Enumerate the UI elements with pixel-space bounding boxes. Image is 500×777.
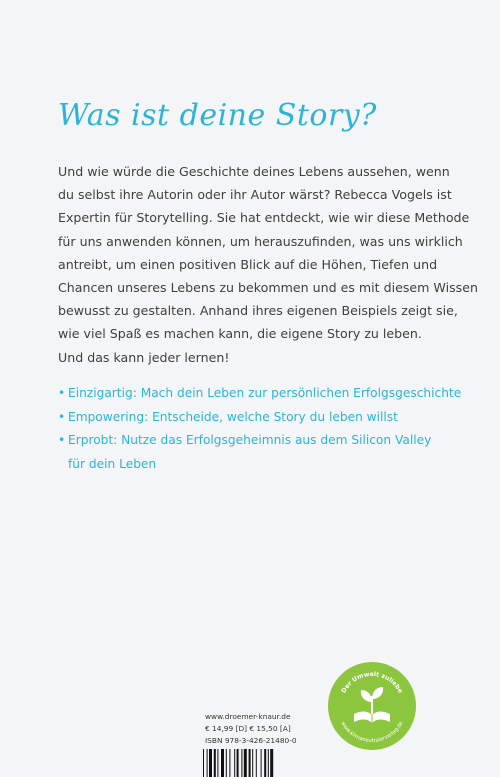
blurb-line: wie viel Spaß es machen kann, die eigene Story zu leben. [58, 326, 422, 342]
feature-bullet [58, 406, 461, 430]
badge-bottom-text: www.klimaneutralerverlag.de [339, 720, 405, 745]
blurb-text [58, 160, 478, 369]
cover-title: Was ist deine Story? [58, 98, 377, 133]
price-info: € 14,99 [D] € 15,50 [A] [205, 724, 291, 733]
publisher-info [205, 711, 297, 747]
feature-bullet-text: Empowering: Entscheide, welche Story du leben willst [68, 409, 398, 424]
blurb-line: Und das kann jeder lernen! [58, 349, 230, 365]
feature-bullet-continuation: für dein Leben [68, 456, 157, 471]
blurb-line: Und wie würde die Geschichte deines Lebens aussehen, wenn [58, 164, 450, 179]
isbn-number: ISBN 978-3-426-21480-0 [205, 736, 297, 745]
bullet-dot-icon: • [58, 386, 66, 400]
blurb-line: Expertin für Storytelling. Sie hat entdeckt, wie wir diese Methode [58, 210, 470, 226]
feature-bullet-list [58, 382, 461, 476]
bullet-dot-icon: • [58, 409, 66, 424]
eco-badge [328, 662, 416, 750]
publisher-website: www.droemer-knaur.de [205, 712, 291, 721]
feature-bullet-text: Einzigartig: Mach dein Leben zur persönlichen Erfolgsgeschichte [68, 386, 462, 400]
eco-badge-graphic [328, 662, 416, 750]
blurb-line: für uns anwenden können, um herauszufinden, was uns wirklich [58, 233, 463, 249]
book-plant-icon [354, 687, 390, 723]
blurb-line: Chancen unseres Lebens zu bekommen und es mit diesem Wissen [58, 280, 478, 296]
blurb-line: du selbst ihre Autorin oder ihr Autor wärst? Rebecca Vogels ist [58, 187, 452, 203]
barcode-graphic [203, 749, 291, 777]
badge-top-text: Der Umwelt zuliebe [340, 670, 404, 695]
feature-bullet-text: Erprobt: Nutze das Erfolgsgeheimnis aus dem Silicon Valley [68, 433, 432, 448]
blurb-line: antreibt, um einen positiven Blick auf die Höhen, Tiefen und [58, 256, 438, 272]
bullet-dot-icon: • [58, 433, 66, 448]
feature-bullet [58, 382, 461, 406]
blurb-line: bewusst zu gestalten. Anhand ihres eigenen Beispiels zeigt sie, [58, 303, 458, 319]
feature-bullet [58, 429, 461, 476]
